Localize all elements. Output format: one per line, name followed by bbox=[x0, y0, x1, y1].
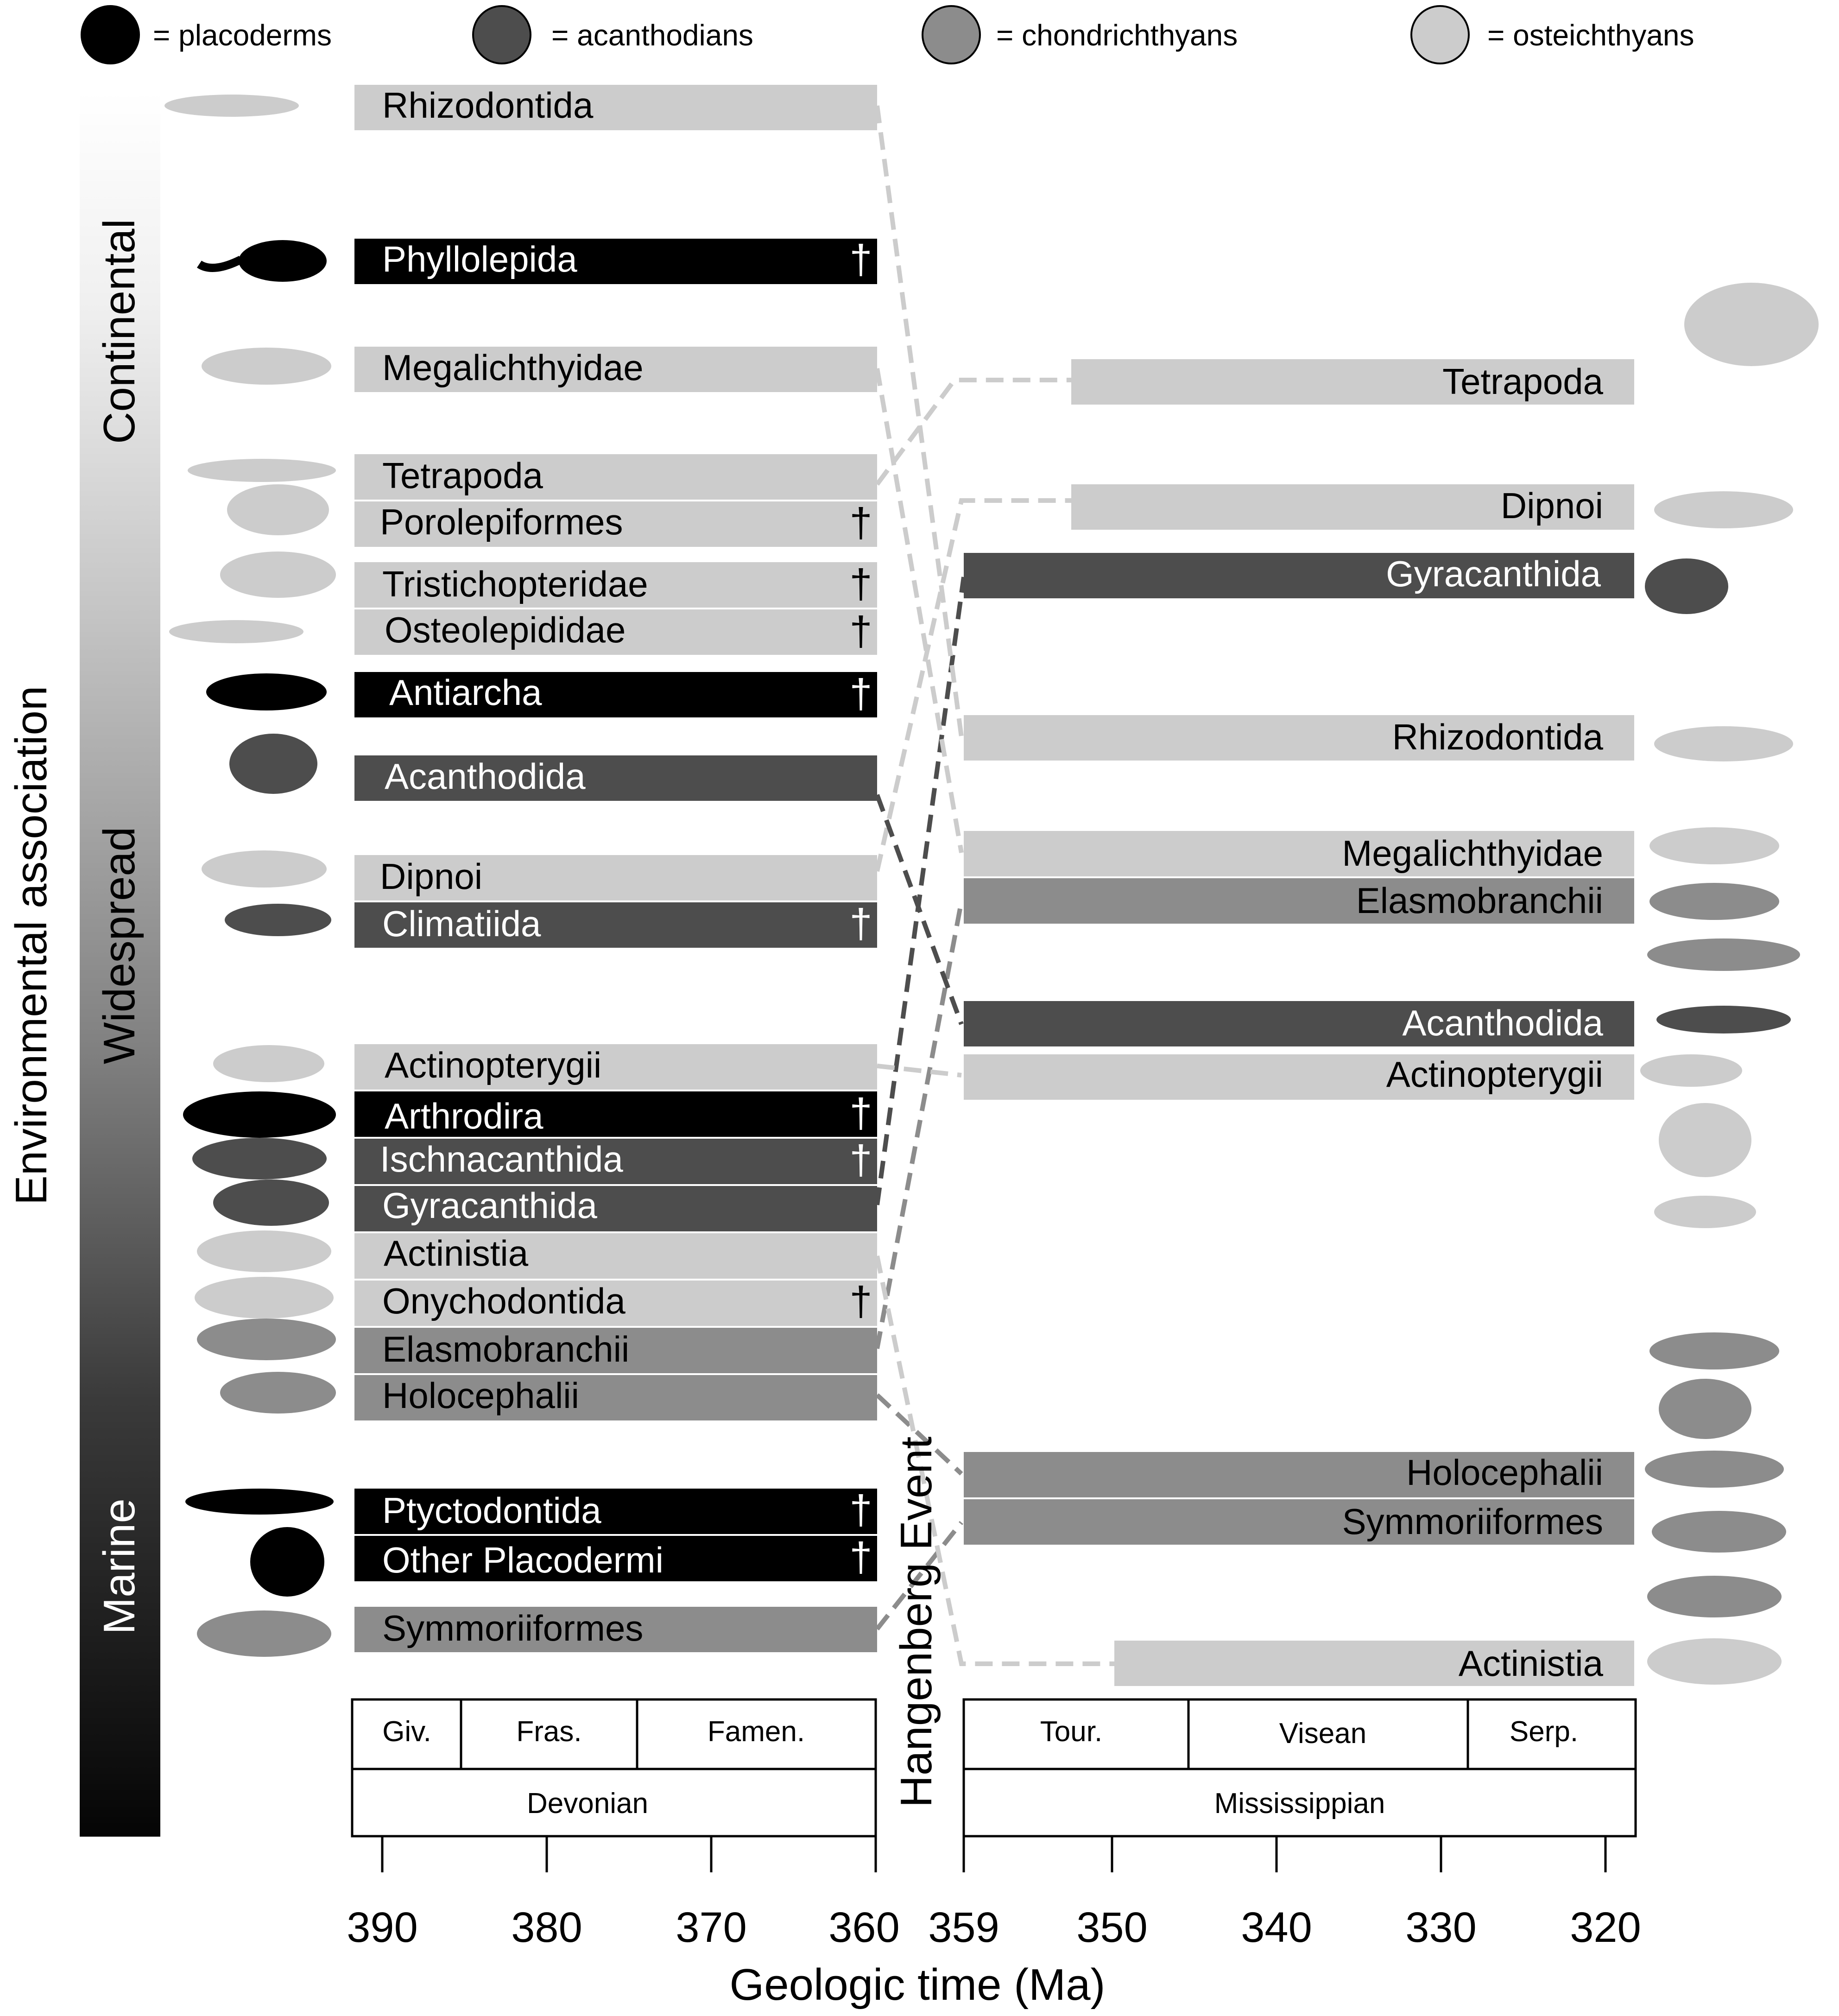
taxon-label: Dipnoi bbox=[1500, 485, 1603, 526]
rhizodont-silhouette-icon bbox=[1654, 726, 1793, 761]
symmoriiform-silhouette-icon bbox=[1647, 1576, 1782, 1617]
elasmobranch-silhouette-icon bbox=[197, 1319, 336, 1360]
dipnoan-silhouette-icon bbox=[1654, 491, 1793, 528]
ptyctodont-silhouette-icon bbox=[185, 1489, 334, 1515]
taxon-label: Tristichopteridae bbox=[382, 564, 648, 604]
taxon-label: Tetrapoda bbox=[382, 455, 543, 496]
legend-label: = osteichthyans bbox=[1487, 19, 1694, 52]
taxon-label: Arthrodira bbox=[385, 1096, 543, 1136]
taxon-label: Gyracanthida bbox=[1386, 553, 1601, 594]
taxon-label: Rhizodontida bbox=[382, 85, 594, 126]
tick-label: 380 bbox=[511, 1904, 582, 1951]
taxon-label: Onychodontida bbox=[382, 1281, 626, 1321]
elasmobranch-silhouette-icon bbox=[1649, 883, 1779, 920]
tetrapod-silhouette-icon bbox=[1684, 283, 1819, 366]
stage-label-famennian: Famen. bbox=[707, 1716, 805, 1748]
ischnacanthid-silhouette-icon bbox=[192, 1138, 327, 1179]
stage-label-frasnian: Fras. bbox=[516, 1716, 582, 1748]
deep-bodied-actinopterygian-silhouette-icon bbox=[1659, 1103, 1751, 1177]
env-label-widespread: Widespread bbox=[95, 826, 144, 1065]
devonian-bar-porolepiformes bbox=[354, 500, 877, 547]
taxon-label: Ischnacanthida bbox=[380, 1139, 623, 1179]
taxon-label: Elasmobranchii bbox=[382, 1329, 630, 1369]
environment-axis bbox=[6, 92, 160, 1837]
extinct-dagger: † bbox=[849, 1090, 872, 1136]
mississippian-bar-dipnoi bbox=[1071, 484, 1634, 530]
devonian-bar-megalichthyidae bbox=[354, 347, 877, 392]
taxon-label: Actinopterygii bbox=[1386, 1054, 1603, 1095]
taxon-label: Osteolepididae bbox=[385, 609, 626, 650]
taxon-label: Megalichthyidae bbox=[382, 347, 644, 388]
devonian-bar-acanthodida bbox=[354, 755, 877, 801]
acanthodians-swatch bbox=[473, 6, 531, 63]
extinct-dagger: † bbox=[849, 561, 872, 607]
megalichthyid-silhouette-icon bbox=[1649, 827, 1779, 864]
extinct-dagger: † bbox=[849, 500, 872, 545]
taxon-label: Dipnoi bbox=[380, 856, 483, 897]
connector-acanthodida bbox=[877, 795, 961, 1024]
devonian-bar-arthrodira bbox=[354, 1090, 877, 1137]
legend-label: = placoderms bbox=[153, 19, 332, 52]
devonian-bar-osteolepididae bbox=[354, 608, 877, 655]
stage-label-tournaisian: Tour. bbox=[1040, 1716, 1103, 1748]
placoderms-swatch bbox=[82, 6, 139, 63]
mississippian-bar-gyracanthida bbox=[964, 553, 1634, 598]
acanthodid-silhouette-icon bbox=[229, 734, 317, 794]
taxon-label: Porolepiformes bbox=[380, 501, 623, 542]
taxon-label: Actinistia bbox=[384, 1233, 529, 1274]
mississippian-bar-megalichthyidae bbox=[964, 831, 1634, 876]
actinistian-silhouette-icon bbox=[1654, 1196, 1756, 1228]
extinct-dagger: † bbox=[849, 608, 872, 654]
connector-tetrapoda bbox=[877, 380, 1071, 484]
climatiid-silhouette-icon bbox=[225, 904, 331, 936]
elasmobranch-silhouette-icon bbox=[1649, 1332, 1779, 1369]
mississippian-bar-symmoriiformes bbox=[964, 1499, 1634, 1545]
connector-rhizodontida bbox=[877, 106, 961, 737]
extinct-dagger: † bbox=[849, 671, 872, 716]
osteichthyans-swatch bbox=[1411, 6, 1469, 63]
mississippian-bar-acanthodida bbox=[964, 1001, 1634, 1046]
taxon-label: Symmoriiformes bbox=[382, 1608, 644, 1648]
taxon-label: Phyllolepida bbox=[382, 239, 577, 279]
taxon-label: Tetrapoda bbox=[1442, 361, 1603, 402]
actinistian-silhouette-icon bbox=[197, 1230, 331, 1272]
phyllolepid-silhouette-icon bbox=[199, 240, 327, 282]
stage-label-serpukhovian: Serp. bbox=[1509, 1716, 1579, 1748]
mississippian-time-axis bbox=[964, 1836, 1605, 1872]
period-label-devonian: Devonian bbox=[527, 1788, 648, 1819]
stage-label-visean: Visean bbox=[1279, 1718, 1367, 1750]
devonian-bar-phyllolepida bbox=[354, 236, 877, 284]
taxon-label: Symmoriiformes bbox=[1342, 1501, 1603, 1542]
osteolepid-silhouette-icon bbox=[169, 620, 303, 643]
actinopterygian-silhouette-icon bbox=[1640, 1054, 1742, 1087]
arthrodire-silhouette-icon bbox=[183, 1091, 336, 1138]
devonian-taxa bbox=[354, 85, 877, 1652]
devonian-bar-holocephalii bbox=[354, 1375, 877, 1420]
env-label-marine: Marine bbox=[95, 1498, 144, 1635]
mississippian-bar-tetrapoda bbox=[1071, 359, 1634, 405]
devonian-bar-dipnoi bbox=[354, 855, 877, 900]
mississippian-bar-rhizodontida bbox=[964, 715, 1634, 761]
mississippian-bar-holocephalii bbox=[964, 1452, 1634, 1497]
tick-label: 390 bbox=[347, 1904, 418, 1951]
devonian-bar-ischnacanthida bbox=[354, 1137, 877, 1184]
taxon-label: Rhizodontida bbox=[1392, 716, 1603, 757]
devonian-bar-antiarcha bbox=[354, 671, 877, 717]
gyracanthid-silhouette-icon bbox=[213, 1179, 329, 1226]
extinct-dagger: † bbox=[849, 900, 872, 946]
taxon-label: Climatiida bbox=[382, 903, 541, 944]
tetrapod-silhouette-icon bbox=[188, 459, 336, 482]
holocephalan-silhouette-icon bbox=[220, 1372, 336, 1414]
taxon-label: Antiarcha bbox=[389, 672, 542, 713]
devonian-bar-actinopterygii bbox=[354, 1044, 877, 1090]
taxon-label: Acanthodida bbox=[1402, 1002, 1603, 1043]
tick-label: 320 bbox=[1570, 1904, 1641, 1951]
acanthodian-silhouette-icon bbox=[1647, 938, 1800, 971]
legend-item-placoderms bbox=[82, 6, 332, 63]
devonian-bar-tristichopteridae bbox=[354, 561, 877, 608]
acanthodid-silhouette-icon bbox=[1656, 1006, 1791, 1033]
tick-label: 370 bbox=[676, 1904, 747, 1951]
tick-label: 330 bbox=[1405, 1904, 1477, 1951]
taxon-label: Ptyctodontida bbox=[382, 1490, 601, 1531]
tick-label: 340 bbox=[1241, 1904, 1312, 1951]
left-fish-silhouettes bbox=[164, 95, 336, 1657]
devonian-time-axis bbox=[382, 1836, 876, 1872]
symmoriiform-silhouette-icon bbox=[197, 1610, 331, 1657]
mississippian-bar-elasmobranchii bbox=[964, 878, 1634, 924]
taxon-label: Actinopterygii bbox=[385, 1045, 602, 1085]
legend bbox=[82, 6, 1694, 63]
devonian-bar-other-placodermi bbox=[354, 1534, 877, 1581]
holocephalan-silhouette-icon bbox=[1645, 1451, 1784, 1488]
connector-actinopterygii bbox=[877, 1066, 961, 1075]
taxon-label: Actinistia bbox=[1458, 1643, 1603, 1684]
legend-item-osteichthyans bbox=[1411, 6, 1694, 63]
mississippian-bar-actinopterygii bbox=[964, 1054, 1634, 1100]
porolepiform-silhouette-icon bbox=[227, 484, 329, 535]
taxon-label: Acanthodida bbox=[385, 756, 586, 797]
antiarch-silhouette-icon bbox=[206, 673, 327, 710]
mississippian-taxa bbox=[964, 359, 1634, 1686]
env-label-continental: Continental bbox=[95, 219, 144, 444]
tick-label: 359 bbox=[928, 1904, 999, 1951]
actinopterygian-silhouette-icon bbox=[213, 1045, 324, 1082]
devonian-bar-actinistia bbox=[354, 1233, 877, 1279]
right-fish-silhouettes bbox=[1640, 283, 1819, 1685]
megalichthyid-silhouette-icon bbox=[202, 348, 331, 385]
onychodont-silhouette-icon bbox=[195, 1277, 334, 1319]
extinct-dagger: † bbox=[849, 1534, 872, 1580]
dipnoan-silhouette-icon bbox=[202, 850, 327, 888]
symmoriiform-silhouette-icon bbox=[1652, 1511, 1786, 1553]
taxon-label: Gyracanthida bbox=[382, 1185, 597, 1226]
tristichopterid-silhouette-icon bbox=[220, 552, 336, 598]
hangenberg-event-label: Hangenberg Event bbox=[891, 1436, 941, 1808]
devonian-bar-symmoriiformes bbox=[354, 1607, 877, 1652]
stage-label-givetian: Giv. bbox=[382, 1716, 431, 1748]
gyracanthid-silhouette-icon bbox=[1645, 558, 1728, 614]
taxon-label: Other Placodermi bbox=[382, 1540, 664, 1580]
extinct-dagger: † bbox=[849, 1137, 872, 1183]
legend-label: = chondrichthyans bbox=[996, 19, 1238, 52]
taxon-label: Holocephalii bbox=[382, 1375, 579, 1416]
other-placoderm-silhouette-icon bbox=[250, 1527, 324, 1597]
devonian-bar-tetrapoda bbox=[354, 454, 877, 500]
legend-item-chondrichthyans bbox=[923, 6, 1238, 63]
chondrichthyans-swatch bbox=[923, 6, 980, 63]
devonian-bar-rhizodontida bbox=[354, 85, 877, 130]
extinct-dagger: † bbox=[849, 1278, 872, 1324]
environment-axis-title: Environmental association bbox=[6, 685, 56, 1205]
legend-item-acanthodians bbox=[473, 6, 753, 63]
x-axis-title: Geologic time (Ma) bbox=[729, 1960, 1106, 2010]
devonian-bar-ptyctodontida bbox=[354, 1487, 877, 1534]
connector-megalichthyidae bbox=[877, 368, 961, 853]
taxon-label: Holocephalii bbox=[1406, 1452, 1603, 1493]
holocephalan-silhouette-icon bbox=[1659, 1379, 1751, 1439]
extinct-dagger: † bbox=[849, 236, 872, 282]
devonian-bar-onychodontida bbox=[354, 1278, 877, 1326]
devonian-bar-climatiida bbox=[354, 900, 877, 948]
taxon-label: Elasmobranchii bbox=[1356, 880, 1603, 921]
tick-label: 350 bbox=[1076, 1904, 1148, 1951]
taxon-label: Megalichthyidae bbox=[1342, 833, 1603, 874]
period-label-mississippian: Mississippian bbox=[1214, 1788, 1385, 1819]
legend-label: = acanthodians bbox=[551, 19, 753, 52]
mississippian-bar-actinistia bbox=[1114, 1641, 1634, 1686]
actinistian-silhouette-icon bbox=[1647, 1638, 1782, 1685]
devonian-bar-elasmobranchii bbox=[354, 1328, 877, 1373]
extinct-dagger: † bbox=[849, 1487, 872, 1533]
tick-label: 360 bbox=[828, 1904, 900, 1951]
rhizodont-silhouette-icon bbox=[164, 95, 299, 117]
devonian-bar-gyracanthida bbox=[354, 1185, 877, 1231]
